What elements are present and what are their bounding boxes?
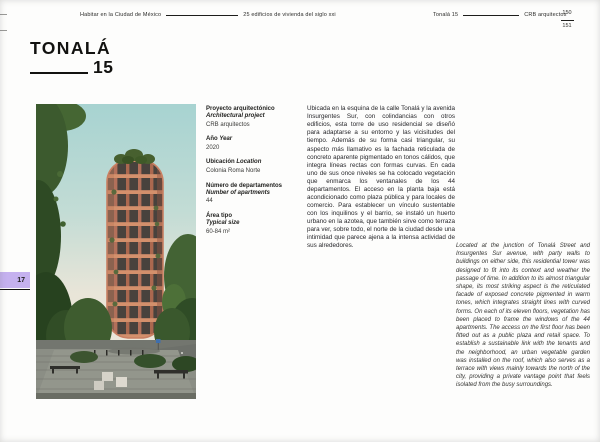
building-photo [36,104,196,399]
chapter-heading-row2 [30,59,113,76]
meta-project [206,106,303,129]
header-rule [463,15,519,16]
photo-plaza [36,339,196,399]
chapter-heading-number: 15 [93,57,114,77]
chapter-heading [30,39,113,76]
description-english: Located at the junction of Tonalá Street and Insurgentes Sur avenue, with party walls to buildings on either side, this residential tower was designed to fit into its context and weather the passage of time. In addition to its almost triangular shape, its most striking aspect is the reticulated facade of exposed concrete pigmented in warm tones, which integrates straight lines with curved forms. On each of its eleven floors, vegetation has been placed to frame the windows of the 44 apartments. The access on the first floor has been fitted out as a public plaza and retail space. To establish a sustainable link with the tenants and the neighborhood, an urban vegetable garden was installed on the roof, which also serves as a terrace with views mainly towards the north of the city, providing a private vantage point that feels isolated from the busy surroundings. [456,243,590,389]
chapter-tab [0,272,30,288]
page-number-right: 151 [562,23,572,29]
page-number-rule [561,20,574,21]
photo-tower [107,149,163,338]
meta-size [206,213,303,236]
meta-apartments [206,183,303,206]
meta-project-label-es: Proyecto arquitectónico [206,106,275,112]
book-title: Habitar en la Ciudad de México [80,12,162,18]
meta-project-label-en: Architectural project [206,113,265,120]
chapter-heading-name: TONALÁ [30,38,111,58]
meta-apartments-value: 44 [206,198,213,205]
meta-apartments-label-en: Number of apartments [206,189,271,196]
meta-size-label-en: Typical size [206,220,240,227]
chapter-tab-rule [0,289,30,290]
meta-size-value: 60-84 m² [206,228,231,235]
meta-project-value: CRB arquitectos [206,121,250,128]
crop-mark [0,30,7,31]
meta-location-label-es: Ubicación [206,159,235,166]
chapter-tab-label: 17 [17,276,25,284]
meta-location-value: Colonia Roma Norte [206,167,261,174]
chapter-author: CRB arquitectos [524,12,567,18]
building-photo-art [36,104,196,399]
running-header-book [80,12,336,18]
book-subtitle: 25 edificios de vivienda del siglo xxi [243,12,336,18]
page-numbers [556,10,578,30]
description-spanish: Ubicada en la esquina de la calle Tonalá y la avenida Insurgentes Sur, con colindancias con otros edificios, esta torre de uso residencial se diseñó para adaptarse a su entorno y las vicisitudes del tiempo. Además de su forma casi triangular, su aspecto más llamativo es la fachada reticulada de concreto aparente pigmentado en tonos cálidos, que integra líneas rectas con formas curvas. En cada uno de sus once niveles se ha colocado vegetación que enmarca los ventanales de los 44 departamentos. El acceso en la planta baja está acondicionado como plaza pública y para locales de comercio. Para establecer un vínculo sustentable con los inquilinos y el barrio, se instaló un huerto urbano en la azotea, que también sirve como terraza para ver, sobre todo, el norte de la ciudad desde una intimidad que parece ajena a la intensa actividad de sus alrededores. [307,105,455,250]
chapter-title: Tonalá 15 [433,12,459,18]
meta-year [206,136,303,152]
title-underline [30,72,88,74]
meta-apartments-label-es: Número de departamentos [206,182,283,189]
meta-year-label-es: Año [206,136,218,143]
crop-mark [0,14,7,15]
meta-size-label-es: Área tipo [206,212,233,219]
meta-location-label-en: Location [236,159,262,166]
project-metadata [206,106,303,243]
header-rule [166,15,238,16]
running-header-chapter [433,12,567,18]
meta-year-value: 2020 [206,144,220,151]
meta-location [206,159,303,175]
page-number-left: 150 [562,10,572,16]
meta-year-label-en: Year [219,136,233,143]
